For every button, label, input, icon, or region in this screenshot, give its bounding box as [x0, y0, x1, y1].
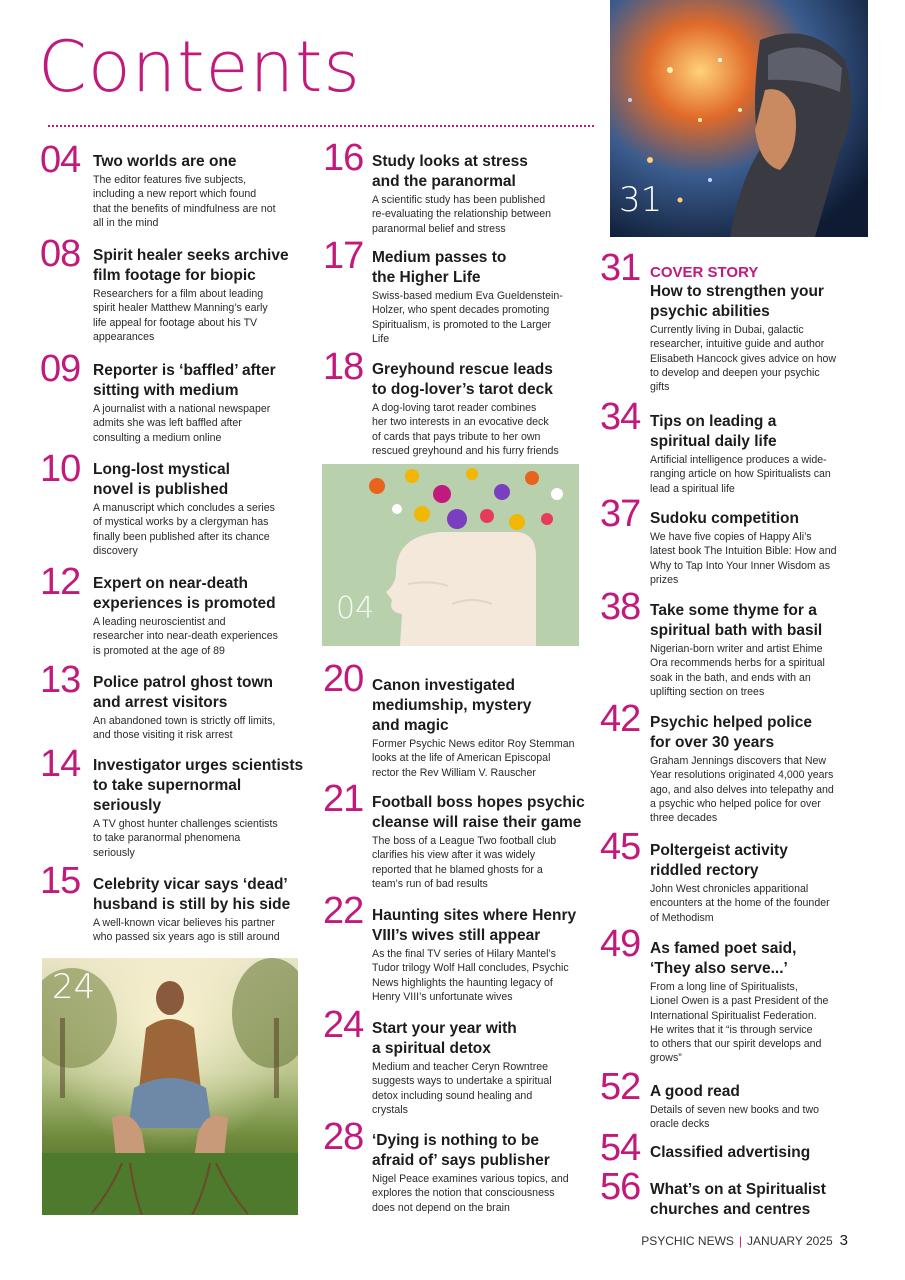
entry-headline: Investigator urges scientists to take supernormal seriously: [93, 757, 304, 814]
entry-description: John West chronicles apparitional encounters at the home of the founder of Methodism: [650, 883, 830, 924]
page-number: 34: [600, 396, 641, 438]
page-number: 37: [600, 493, 641, 535]
entry-headline: Long-lost mystical novel is published: [93, 461, 230, 498]
entry-description: Artificial intelligence produces a wide- ranging article on how Spiritualists can lead a spiritual life: [650, 454, 831, 495]
entry-headline: Tips on leading a spiritual daily life: [650, 413, 777, 450]
page-number: 14: [40, 743, 81, 785]
page-number: 16: [323, 137, 364, 179]
entry-headline: Start your year with a spiritual detox: [372, 1020, 517, 1057]
page-number: 45: [600, 826, 641, 868]
page-footer: [641, 1233, 848, 1249]
entry-description: Nigel Peace examines various topics, and explores the notion that consciousness does not depend on the brain: [372, 1173, 569, 1214]
entry-description: A journalist with a national newspaper admits she was left baffled after consulting a medium online: [93, 403, 271, 444]
page-number: 38: [600, 586, 641, 628]
page-number: 12: [40, 561, 81, 603]
page-number: 49: [600, 923, 641, 965]
entry-description: Researchers for a film about leading spirit healer Matthew Manning’s early life appeal for footage about his TV appearances: [93, 288, 268, 343]
page-number: 28: [323, 1116, 364, 1158]
entry-headline: Celebrity vicar says ‘dead’ husband is still by his side: [93, 876, 291, 913]
entry-headline: Haunting sites where Henry VIII’s wives still appear: [372, 907, 577, 944]
entry-description: We have five copies of Happy Ali’s latest book The Intuition Bible: How and Why to Tap Into Your Inner Wisdom as prizes: [650, 531, 837, 586]
page-number: 24: [323, 1004, 364, 1046]
entry-description: Nigerian-born writer and artist Ehime Ora recommends herbs for a spiritual soak in the bath, and ends with an uplifting section on trees: [650, 643, 825, 698]
entry-description: A TV ghost hunter challenges scientists to take paranormal phenomena seriously: [93, 818, 278, 859]
entry-description: As the final TV series of Hilary Mantel’s Tudor trilogy Wolf Hall concludes, Psychic News highlights the haunting legacy of Henry VIII’s unfortunate wives: [372, 948, 569, 1003]
issue-date: JANUARY 2025: [747, 1234, 833, 1248]
page-number: 09: [40, 348, 81, 390]
entry-headline: Sudoku competition: [650, 510, 799, 527]
entry-description: Graham Jennings discovers that New Year resolutions originated 4,000 years ago, and also delves into telepathy and a psychic who helped police for over three decades: [650, 755, 834, 825]
entry-headline: Reporter is ‘baffled’ after sitting with medium: [93, 362, 276, 399]
entry-description: An abandoned town is strictly off limits, and those visiting it risk arrest: [93, 715, 276, 742]
entry-headline: As famed poet said, ‘They also serve...’: [650, 940, 797, 977]
image-page-number: 31: [619, 180, 663, 220]
photo-grass-feet: [42, 958, 298, 1215]
page-number: 08: [40, 233, 81, 275]
entry-description: Medium and teacher Ceryn Rowntree suggests ways to undertake a spiritual detox including sound healing and crystals: [372, 1061, 552, 1116]
entry-headline: Police patrol ghost town and arrest visitors: [93, 674, 273, 711]
entry-description: The boss of a League Two football club clarifies his view after it was widely reported that he blamed ghosts for a team’s run of bad results: [372, 835, 557, 890]
cover-story-kicker: COVER STORY: [650, 264, 759, 281]
entry-description: From a long line of Spiritualists, Lionel Owen is a past President of the International Spiritualist Federation. He writes that it “is through service to others that our spirit develops and grows”: [650, 981, 829, 1065]
entry-headline: Take some thyme for a spiritual bath with basil: [650, 602, 823, 639]
entry-headline: Psychic helped police for over 30 years: [650, 714, 812, 751]
footer-separator: |: [738, 1234, 743, 1248]
folio-page-number: 3: [839, 1232, 848, 1249]
page-number: 20: [323, 658, 364, 700]
magazine-name: PSYCHIC NEWS: [641, 1234, 734, 1248]
entry-description: Swiss-based medium Eva Gueldenstein- Holzer, who spent decades promoting Spiritualism, is promoted to the Larger Life: [372, 290, 563, 345]
entry-headline: Greyhound rescue leads to dog-lover’s tarot deck: [372, 361, 553, 398]
entry-description: A scientific study has been published re-evaluating the relationship between paranormal belief and stress: [372, 194, 552, 235]
entry-description: The editor features five subjects, including a new report which found that the benefits of mindfulness are not all in the mind: [93, 174, 276, 229]
page-number: 21: [323, 778, 364, 820]
page-number: 31: [600, 247, 641, 289]
entry-headline: How to strengthen your psychic abilities: [650, 283, 824, 320]
page-number: 04: [40, 139, 81, 181]
entry-headline: Two worlds are one: [93, 153, 237, 170]
page-number: 22: [323, 890, 364, 932]
entry-description: Former Psychic News editor Roy Stemman looks at the life of American Episcopal rector the Rev William V. Rauscher: [372, 738, 575, 779]
page-number: 42: [600, 698, 641, 740]
entry-headline: Classified advertising: [650, 1144, 811, 1161]
entry-description: A manuscript which concludes a series of mystical works by a clergyman has finally been published after its chance discovery: [93, 502, 275, 557]
contents-column-3: [600, 0, 862, 1220]
entry-description: Currently living in Dubai, galactic researcher, intuitive guide and author Elisabeth Hancock gives advice on how to develop and deepen your psychic gifts: [650, 324, 837, 394]
page-number: 17: [323, 235, 364, 277]
contents-column-2: [323, 0, 593, 1220]
entry-headline: Medium passes to the Higher Life: [372, 249, 507, 286]
entry-description: A dog-loving tarot reader combines her two interests in an evocative deck of cards that pays tribute to her own rescued greyhound and his furry friends: [372, 402, 559, 457]
entry-headline: Spirit healer seeks archive film footage for biopic: [93, 247, 289, 284]
entry-description: A leading neuroscientist and researcher into near-death experiences is promoted at the age of 89: [93, 616, 278, 657]
entry-headline: Expert on near-death experiences is promoted: [93, 575, 276, 612]
contents-column-1: [40, 0, 310, 960]
image-page-number: 24: [52, 967, 96, 1007]
page-title: Contents: [38, 26, 361, 108]
photo-head-flowers: [322, 464, 579, 646]
entry-headline: Study looks at stress and the paranormal: [372, 153, 528, 190]
page-number: 56: [600, 1166, 641, 1208]
entry-description: A well-known vicar believes his partner who passed six years ago is still around: [93, 917, 280, 944]
entry-headline: ‘Dying is nothing to be afraid of’ says publisher: [372, 1132, 550, 1169]
page-number: 54: [600, 1127, 641, 1169]
image-page-number: 04: [336, 591, 375, 626]
page-number: 10: [40, 448, 81, 490]
entry-headline: What’s on at Spiritualist churches and centres: [650, 1181, 826, 1218]
page-number: 13: [40, 659, 81, 701]
page-number: 18: [323, 346, 364, 388]
page-number: 15: [40, 860, 81, 902]
entry-description: Details of seven new books and two oracle decks: [650, 1104, 820, 1131]
entry-headline: A good read: [650, 1083, 740, 1100]
entry-headline: Football boss hopes psychic cleanse will raise their game: [372, 794, 585, 831]
page-number: 52: [600, 1066, 641, 1108]
entry-headline: Canon investigated mediumship, mystery and magic: [372, 677, 532, 734]
entry-headline: Poltergeist activity riddled rectory: [650, 842, 788, 879]
